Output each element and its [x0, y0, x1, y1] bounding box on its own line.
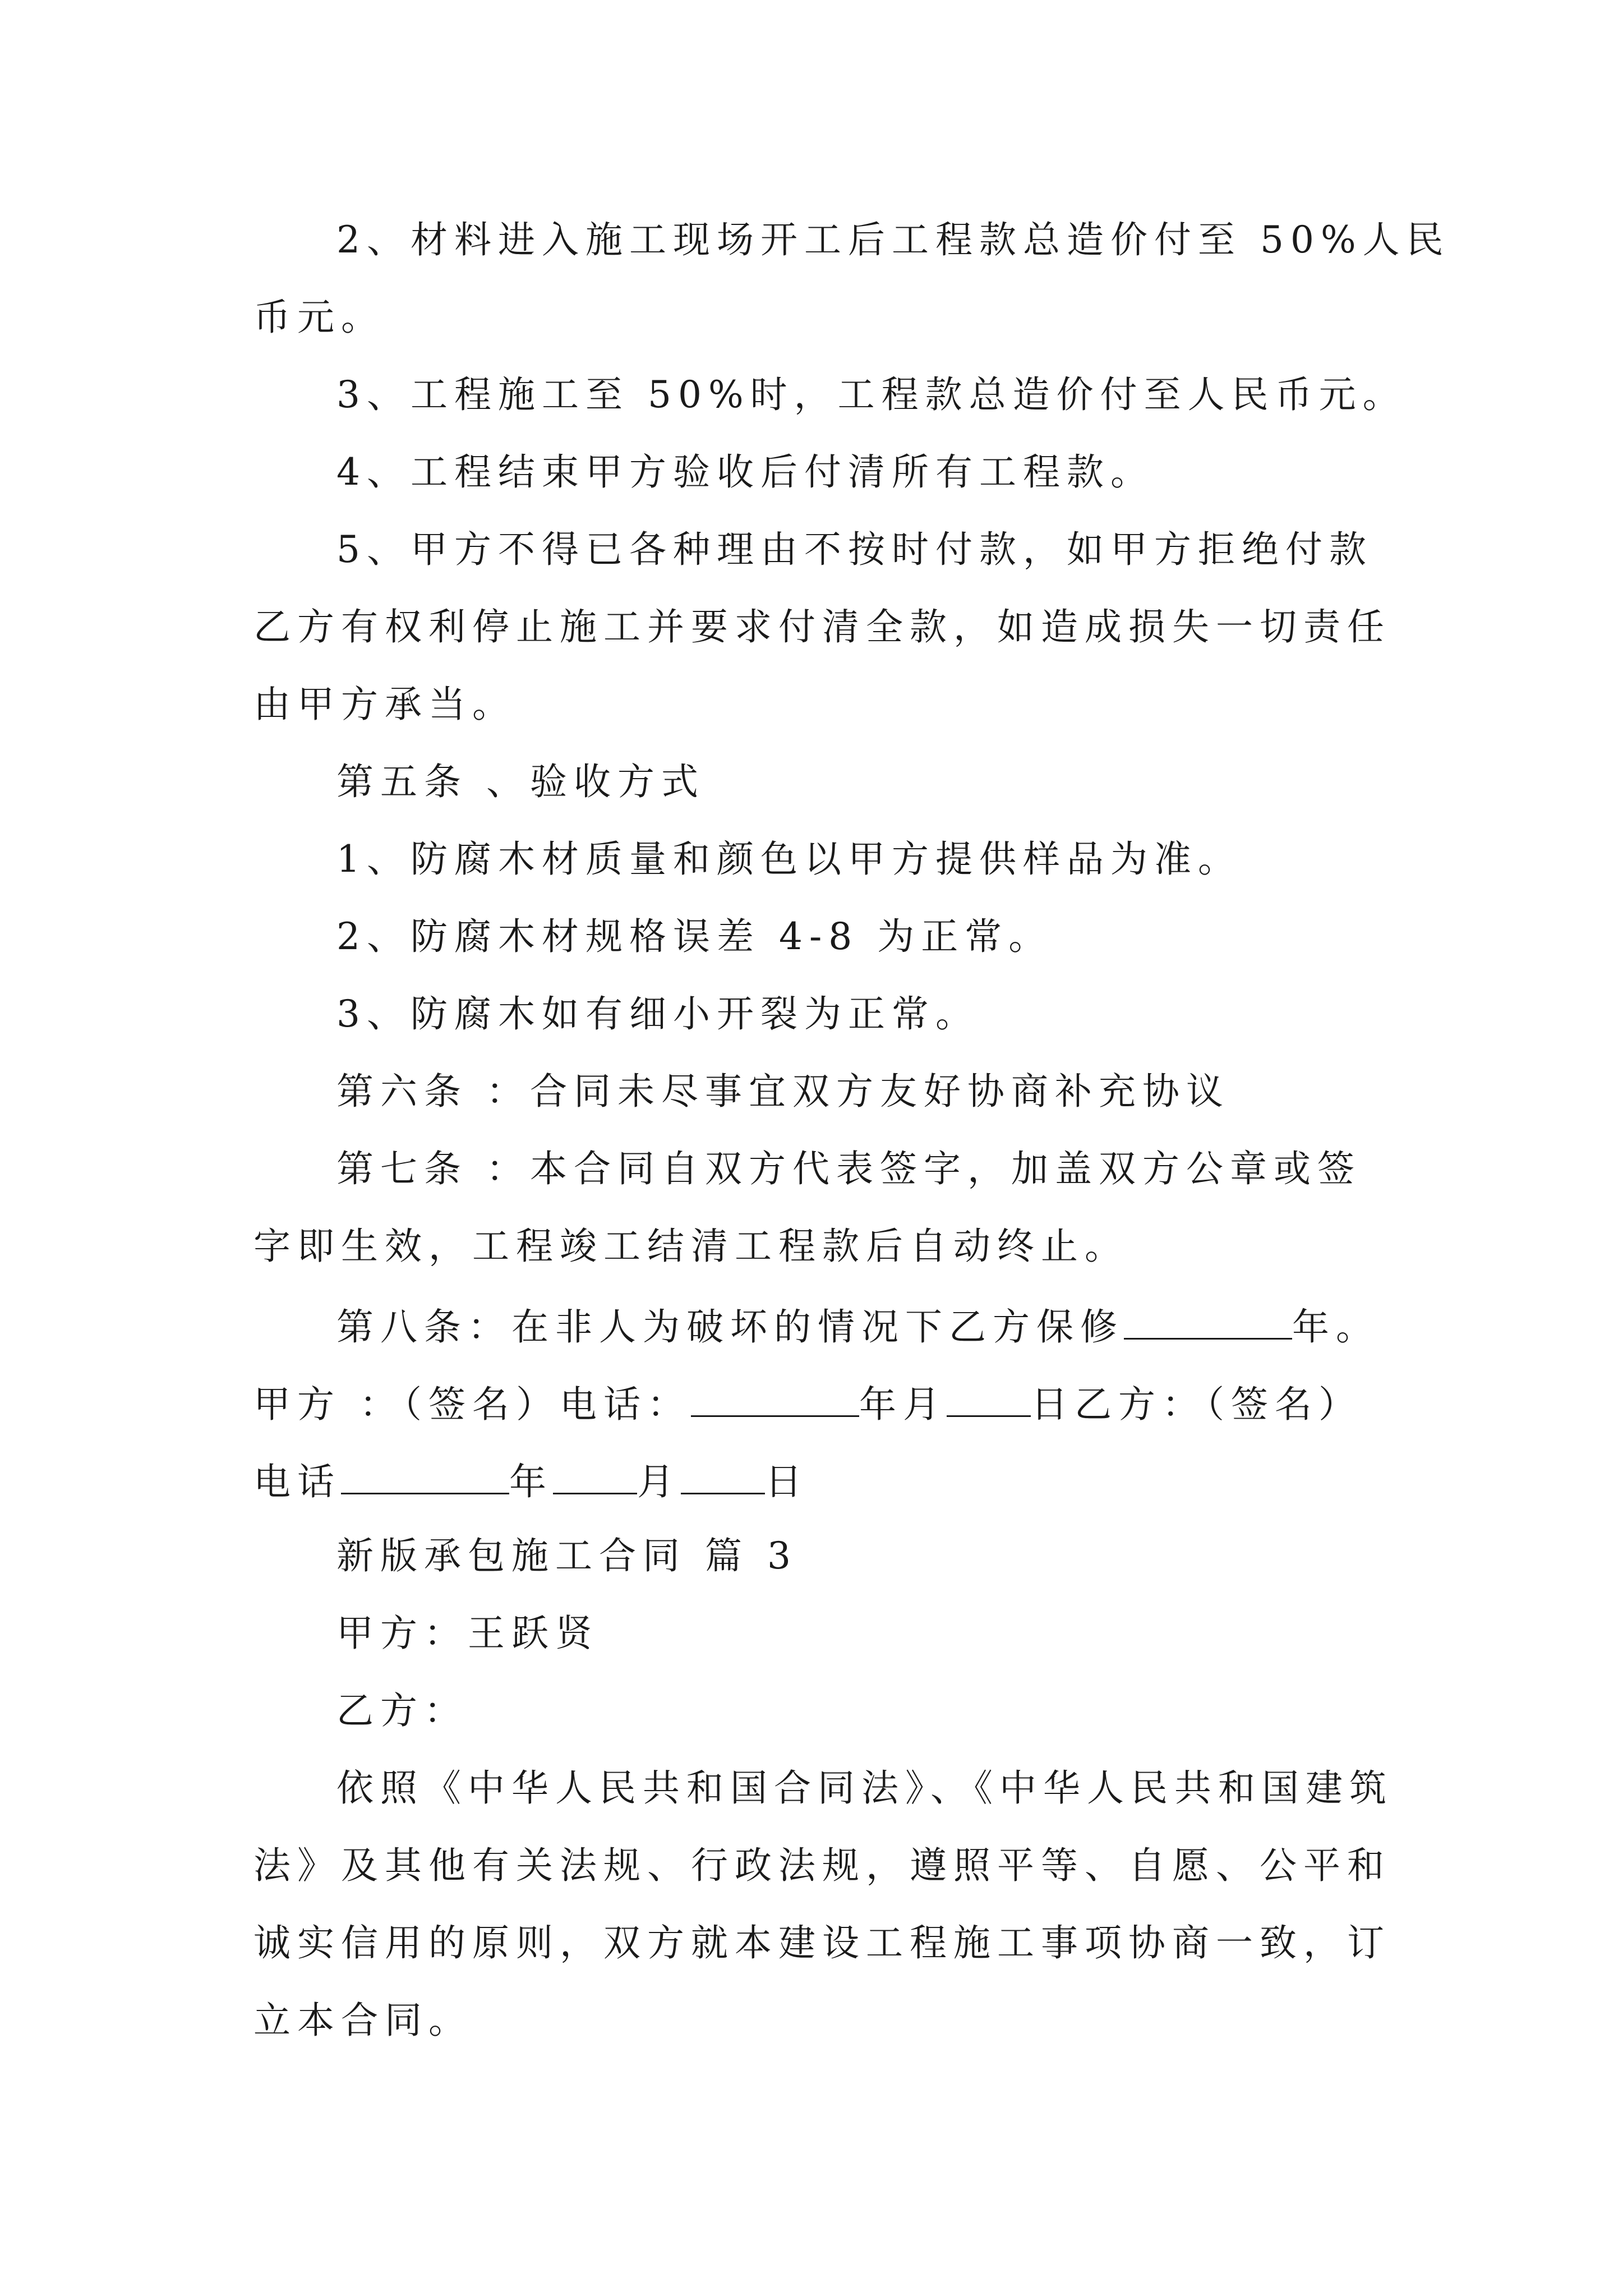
- preamble-line-1: 依照《中华人民共和国合同法》、《中华人民共和国建筑: [336, 1766, 1393, 1810]
- contract-3-title: 新版承包施工合同 篇 3: [336, 1534, 797, 1577]
- article-8-suffix: 年。: [1292, 1305, 1380, 1349]
- payment-term-5-line-3: 由甲方承当。: [253, 683, 516, 726]
- party-a-name: 甲方：王跃贤: [336, 1612, 599, 1655]
- payment-term-5-line-2: 乙方有权利停止施工并要求付清全款，如造成损失一切责任: [253, 605, 1391, 648]
- party-a-signature-label: 甲方 ：（签名）电话：: [253, 1383, 691, 1426]
- acceptance-term-2: 2、防腐木材规格误差 4-8 为正常。: [336, 915, 1053, 958]
- party-a-phone-blank: [691, 1383, 859, 1417]
- article-5-heading: 第五条 、验收方式: [336, 760, 705, 803]
- party-b-day-label: 日: [765, 1460, 809, 1503]
- payment-term-3: 3、工程施工至 50%时，工程款总造价付至人民币元。: [336, 373, 1407, 416]
- party-a-date-label: 年月: [859, 1383, 947, 1426]
- party-b-phone-blank: [341, 1460, 509, 1494]
- party-b-day-blank: [681, 1460, 765, 1494]
- article-8: [336, 1305, 1380, 1349]
- article-7-line-1: 第七条 ：本合同自双方代表签字，加盖双方公章或签: [336, 1147, 1361, 1190]
- signature-line-2: [253, 1460, 809, 1501]
- party-b-year-label: 年: [509, 1460, 553, 1503]
- preamble-line-3: 诚实信用的原则，双方就本建设工程施工事项协商一致，订: [253, 1921, 1391, 1964]
- party-b-signature-label: 日乙方：（签名）: [1030, 1383, 1362, 1426]
- party-a-day-blank: [947, 1383, 1031, 1417]
- payment-term-2-line-1: 2、材料进入施工现场开工后工程款总造价付至 50%人民: [336, 218, 1450, 261]
- payment-term-4: 4、工程结束甲方验收后付清所有工程款。: [336, 450, 1154, 494]
- warranty-years-blank: [1124, 1305, 1292, 1340]
- article-7-line-2: 字即生效，工程竣工结清工程款后自动终止。: [253, 1225, 1128, 1268]
- acceptance-term-3: 3、防腐木如有细小开裂为正常。: [336, 992, 979, 1036]
- party-b-month-label: 月: [637, 1460, 681, 1503]
- payment-term-2-line-2: 币元。: [253, 296, 385, 339]
- acceptance-term-1: 1、防腐木材质量和颜色以甲方提供样品为准。: [336, 838, 1242, 881]
- party-b-phone-label: 电话: [253, 1460, 341, 1503]
- signature-line-1: [253, 1383, 1362, 1426]
- preamble-line-4: 立本合同。: [253, 1999, 472, 2042]
- article-6: 第六条 ：合同未尽事宜双方友好协商补充协议: [336, 1070, 1230, 1113]
- article-8-text: 第八条：在非人为破坏的情况下乙方保修: [336, 1305, 1124, 1349]
- payment-term-5-line-1: 5、甲方不得已各种理由不按时付款，如甲方拒绝付款: [336, 528, 1373, 571]
- preamble-line-2: 法》及其他有关法规、行政法规，遵照平等、自愿、公平和: [253, 1844, 1391, 1887]
- party-b-name: 乙方：: [336, 1689, 468, 1732]
- party-b-month-blank: [553, 1460, 637, 1494]
